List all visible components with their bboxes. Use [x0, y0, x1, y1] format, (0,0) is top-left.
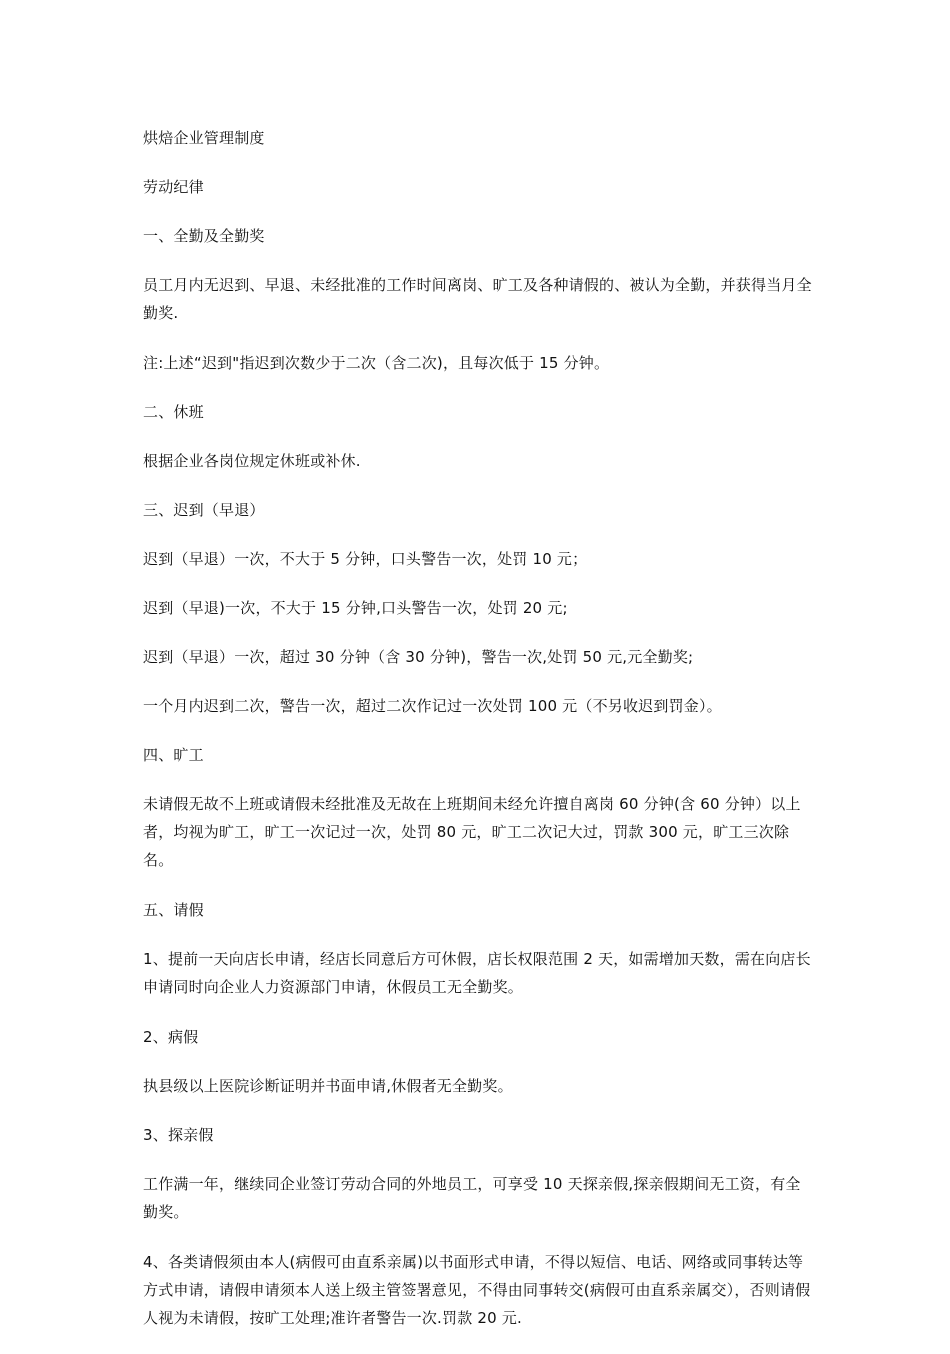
paragraph: 一个月内迟到二次，警告一次，超过二次作记过一次处罚 100 元（不另收迟到罚金）。	[143, 697, 722, 715]
paragraph: 根据企业各岗位规定休班或补休.	[143, 452, 361, 470]
section-heading: 劳动纪律	[143, 178, 204, 196]
subsection-heading: 2、病假	[143, 1028, 199, 1046]
paragraph: 执县级以上医院诊断证明并书面申请,休假者无全勤奖。	[143, 1077, 513, 1095]
paragraph: 4、各类请假须由本人(病假可由直系亲属)以书面形式申请，不得以短信、电话、网络或同事转达等方式申请，请假申请须本人送上级主管签署意见，不得由同事转交(病假可由直系亲属交），否则请假人视为未请假，按旷工处理;准许者警告一次.罚款 20 元.	[143, 1253, 811, 1327]
section-heading: 一、全勤及全勤奖	[143, 227, 265, 245]
section-heading: 二、休班	[143, 403, 204, 421]
paragraph: 注:上述“迟到"指迟到次数少于二次（含二次)，且每次低于 15 分钟。	[143, 354, 610, 372]
paragraph: 未请假无故不上班或请假未经批准及无故在上班期间未经允许擅自离岗 60 分钟(含 60 分钟）以上者，均视为旷工，旷工一次记过一次，处罚 80 元，旷工二次记大过，罚款 300 元，旷工三次除名。	[143, 795, 801, 869]
section-heading: 五、请假	[143, 901, 204, 919]
paragraph: 1、提前一天向店长申请，经店长同意后方可休假，店长权限范围 2 天，如需增加天数，需在向店长申请同时向企业人力资源部门申请，休假员工无全勤奖。	[143, 950, 811, 996]
paragraph: 员工月内无迟到、早退、未经批准的工作时间离岗、旷工及各种请假的、被认为全勤，并获得当月全勤奖.	[143, 276, 812, 322]
subsection-heading: 3、探亲假	[143, 1126, 214, 1144]
paragraph: 迟到（早退）一次，超过 30 分钟（含 30 分钟)，警告一次,处罚 50 元,元全勤奖;	[143, 648, 694, 666]
paragraph: 工作满一年，继续同企业签订劳动合同的外地员工，可享受 10 天探亲假,探亲假期间无工资，有全勤奖。	[143, 1175, 801, 1221]
paragraph: 迟到（早退)一次，不大于 15 分钟,口头警告一次，处罚 20 元;	[143, 599, 568, 617]
section-heading: 三、迟到（早退）	[143, 501, 265, 519]
document-title: 烘焙企业管理制度	[143, 129, 265, 147]
paragraph: 迟到（早退）一次，不大于 5 分钟，口头警告一次，处罚 10 元；	[143, 550, 588, 568]
section-heading: 四、旷工	[143, 746, 204, 764]
document-body	[143, 124, 813, 1354]
